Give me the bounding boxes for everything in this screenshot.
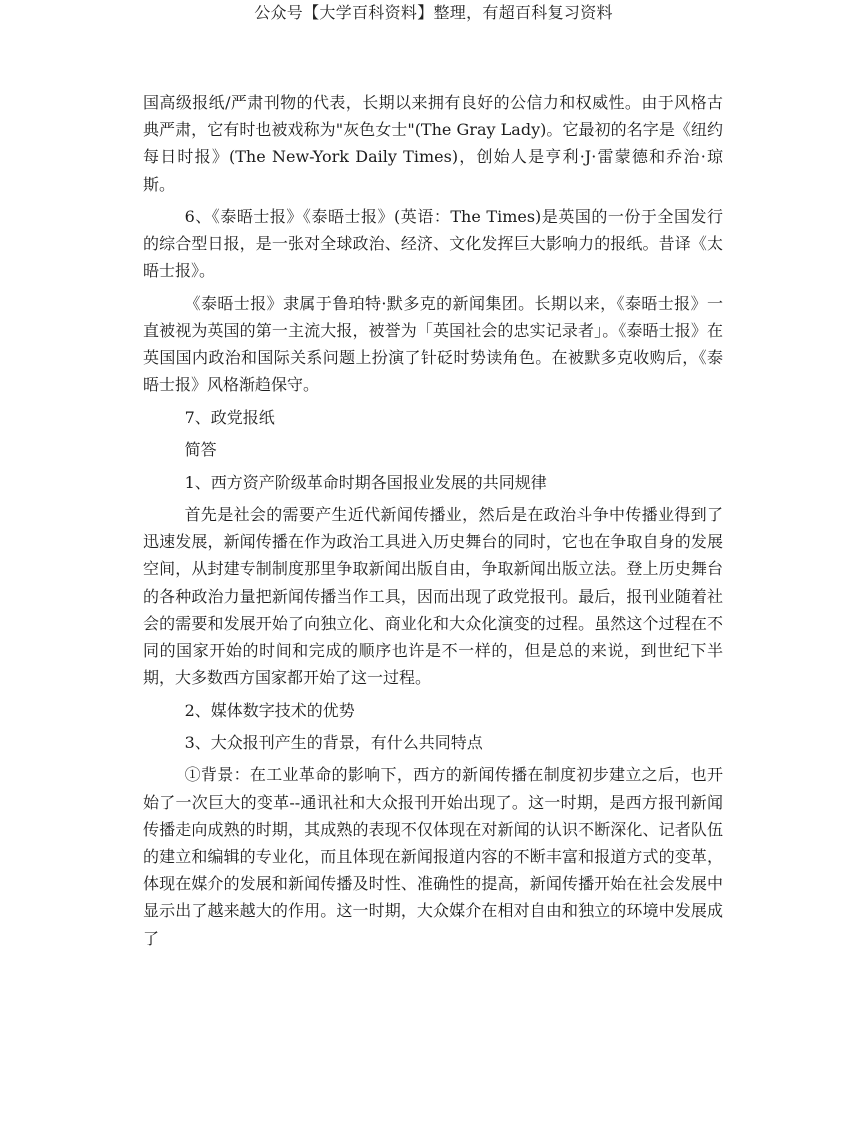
answer-3-paragraph: ①背景：在工业革命的影响下，西方的新闻传播在制度初步建立之后，也开始了一次巨大的变革--通讯社和大众报刊开始出现了。这一时期，是西方报刊新闻传播走向成熟的时期，其成熟的表现不仅体现在对新闻的认识不断深化、记者队伍的建立和编辑的专业化，而且体现在新闻报道内容的不断丰富和报道方式的变革，体现在媒介的发展和新闻传播及时性、准确性的提高，新闻传播开始在社会发展中显示出了越来越大的作用。这一时期，大众媒介在相对自由和独立的环境中发展成了 <box>143 765 723 948</box>
page-header: 公众号【大学百科资料】整理，有超百科复习资料 <box>254 3 613 22</box>
paragraph-times-ownership: 《泰晤士报》隶属于鲁珀特·默多克的新闻集团。长期以来，《泰晤士报》一直被视为英国的第一主流大报，被誉为「英国社会的忠实记录者」。《泰晤士报》在英国国内政治和国际关系问题上扮演了针砭时势读角色。在被默多克收购后，《泰晤士报》风格渐趋保守。 <box>143 293 723 395</box>
document-body <box>143 89 723 952</box>
question-2-heading: 2、媒体数字技术的优势 <box>184 700 355 720</box>
paragraph-continuation: 国高级报纸/严肃刊物的代表，长期以来拥有良好的公信力和权威性。由于风格古典严肃，它有时也被戏称为"灰色女士"(The Gray Lady)。它最初的名字是《纽约每日时报》(The New-York Daily Times)，创始人是亨利·J·雷蒙德和乔治·琼斯。 <box>143 93 723 194</box>
question-1-heading: 1、西方资产阶级革命时期各国报业发展的共同规律 <box>184 472 547 492</box>
section-heading-short-answer: 简答 <box>184 440 217 460</box>
question-3-heading: 3、大众报刊产生的背景，有什么共同特点 <box>184 732 483 752</box>
answer-1-paragraph: 首先是社会的需要产生近代新闻传播业，然后是在政治斗争中传播业得到了迅速发展，新闻传播在作为政治工具进入历史舞台的同时，它也在争取自身的发展空间，从封建专制制度那里争取新闻出版自由，争取新闻出版立法。登上历史舞台的各种政治力量把新闻传播当作工具，因而出现了政党报刊。最后，报刊业随着社会的需要和发展开始了向独立化、商业化和大众化演变的过程。虽然这个过程在不同的国家开始的时间和完成的顺序也许是不一样的，但是总的来说，到世纪下半期，大多数西方国家都开始了这一过程。 <box>143 504 723 688</box>
paragraph-item-7-party-papers: 7、政党报纸 <box>184 407 275 427</box>
paragraph-item-6-times: 6、《泰晤士报》《泰晤士报》(英语：The Times)是英国的一份于全国发行的综合型日报，是一张对全球政治、经济、文化发挥巨大影响力的报纸。昔译《太晤士报》。 <box>143 207 723 281</box>
